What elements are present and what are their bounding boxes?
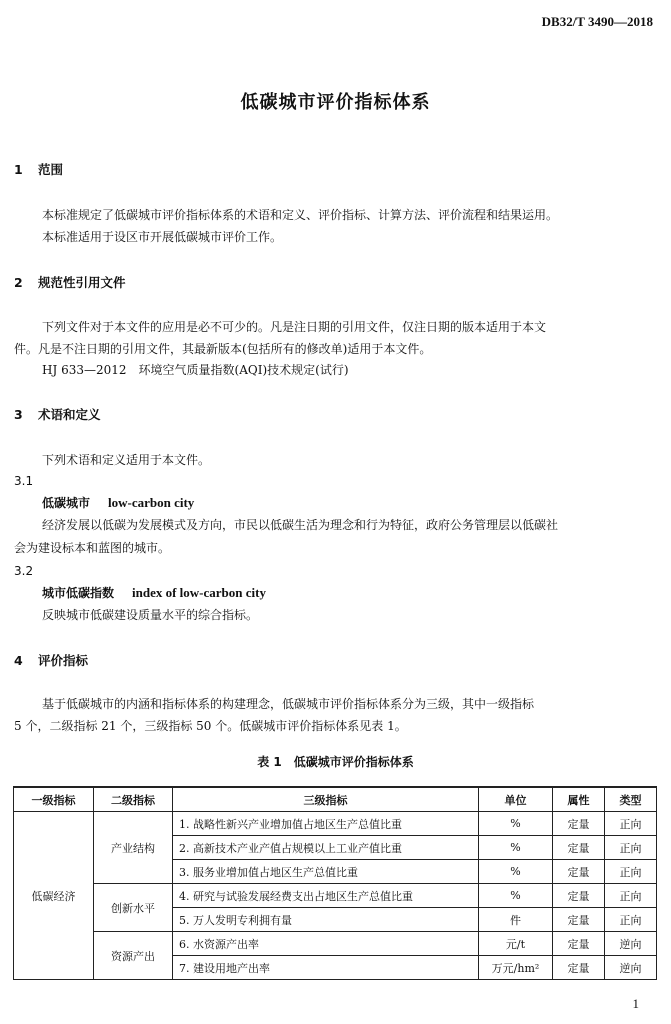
header-level-2: 二级指标 <box>94 787 173 812</box>
section-2-para-line-2: 件。凡是不注日期的引用文件，其最新版本(包括所有的修改单)适用于本文件。 <box>14 342 432 356</box>
type-cell: 逆向 <box>605 932 657 956</box>
indicator-cell: 6. 水资源产出率 <box>173 932 479 956</box>
term-3-2-number: 3.2 <box>14 564 34 578</box>
indicator-cell: 3. 服务业增加值占地区生产总值比重 <box>173 860 479 884</box>
term-3-1-title: 低碳城市 low-carbon city <box>42 495 195 510</box>
level-2-cell: 资源产出 <box>94 932 173 980</box>
unit-cell: % <box>479 860 553 884</box>
type-cell: 正向 <box>605 836 657 860</box>
document-title: 低碳城市评价指标体系 <box>240 92 431 113</box>
unit-cell: 万元/hm² <box>479 956 553 980</box>
type-cell: 正向 <box>605 908 657 932</box>
type-cell: 正向 <box>605 860 657 884</box>
level-2-cell: 产业结构 <box>94 812 173 884</box>
term-3-2-definition: 反映城市低碳建设质量水平的综合指标。 <box>42 608 259 622</box>
section-1-para-1: 本标准规定了低碳城市评价指标体系的术语和定义、评价指标、计算方法、评价流程和结果运用。 <box>42 208 559 222</box>
header-type: 类型 <box>605 787 657 812</box>
section-4-para-line-2: 5 个，二级指标 21 个，三级指标 50 个。低碳城市评价指标体系见表 1。 <box>14 719 407 733</box>
section-2-para-line-1: 下列文件对于本文件的应用是必不可少的。凡是注日期的引用文件，仅注日期的版本适用于本文 <box>42 320 547 334</box>
unit-cell: % <box>479 812 553 836</box>
header-unit: 单位 <box>479 787 553 812</box>
term-3-1-number: 3.1 <box>14 474 34 488</box>
table-row <box>14 932 657 956</box>
header-level-3: 三级指标 <box>173 787 479 812</box>
table-header-row <box>14 787 657 812</box>
attribute-cell: 定量 <box>553 836 605 860</box>
type-cell: 正向 <box>605 812 657 836</box>
section-4-para-line-1: 基于低碳城市的内涵和指标体系的构建理念，低碳城市评价指标体系分为三级，其中一级指标 <box>42 697 535 711</box>
normative-reference: HJ 633—2012 环境空气质量指数(AQI)技术规定(试行) <box>42 363 349 377</box>
section-2-heading: 2 规范性引用文件 <box>14 275 126 290</box>
level-2-cell: 创新水平 <box>94 884 173 932</box>
term-3-1-definition-line-1: 经济发展以低碳为发展模式及方向，市民以低碳生活为理念和行为特征，政府公务管理层以低碳社 <box>42 518 559 532</box>
attribute-cell: 定量 <box>553 908 605 932</box>
section-1-heading: 1 范围 <box>14 162 64 177</box>
attribute-cell: 定量 <box>553 860 605 884</box>
page-number: 1 <box>632 996 639 1011</box>
table-caption: 表 1 低碳城市评价指标体系 <box>257 755 414 769</box>
unit-cell: % <box>479 836 553 860</box>
unit-cell: % <box>479 884 553 908</box>
table-row <box>14 812 657 836</box>
attribute-cell: 定量 <box>553 956 605 980</box>
attribute-cell: 定量 <box>553 884 605 908</box>
term-3-1-definition-line-2: 会为建设标本和蓝图的城市。 <box>14 541 171 555</box>
term-3-2-title: 城市低碳指数 index of low-carbon city <box>42 585 266 600</box>
section-3-heading: 3 术语和定义 <box>14 407 101 422</box>
header-level-1: 一级指标 <box>14 787 94 812</box>
section-4-heading: 4 评价指标 <box>14 653 89 668</box>
indicator-cell: 4. 研究与试验发展经费支出占地区生产总值比重 <box>173 884 479 908</box>
level-1-cell: 低碳经济 <box>14 812 94 980</box>
section-3-intro: 下列术语和定义适用于本文件。 <box>42 453 211 467</box>
indicator-cell: 5. 万人发明专利拥有量 <box>173 908 479 932</box>
table-row <box>14 884 657 908</box>
unit-cell: 元/t <box>479 932 553 956</box>
indicator-cell: 2. 高新技术产业产值占规模以上工业产值比重 <box>173 836 479 860</box>
attribute-cell: 定量 <box>553 812 605 836</box>
header-attribute: 属性 <box>553 787 605 812</box>
standard-code: DB32/T 3490—2018 <box>541 14 653 29</box>
type-cell: 正向 <box>605 884 657 908</box>
indicator-table <box>13 786 657 980</box>
section-1-para-2: 本标准适用于设区市开展低碳城市评价工作。 <box>42 230 283 244</box>
attribute-cell: 定量 <box>553 932 605 956</box>
type-cell: 逆向 <box>605 956 657 980</box>
unit-cell: 件 <box>479 908 553 932</box>
indicator-cell: 7. 建设用地产出率 <box>173 956 479 980</box>
indicator-cell: 1. 战略性新兴产业增加值占地区生产总值比重 <box>173 812 479 836</box>
